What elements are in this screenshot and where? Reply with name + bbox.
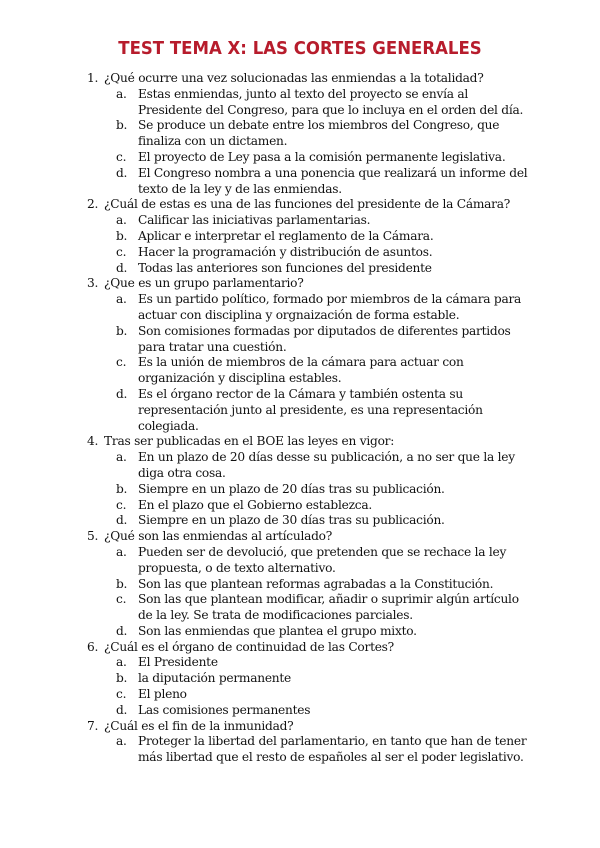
option-letter: b.	[116, 118, 128, 133]
question-number: 4.	[87, 434, 99, 449]
option-letter: b.	[116, 481, 128, 496]
answer-option	[104, 577, 528, 593]
answer-option	[104, 624, 528, 640]
question-list	[78, 71, 528, 766]
option-letter: c.	[116, 497, 127, 512]
option-text: Todas las anteriores son funciones del presidente	[138, 260, 432, 275]
option-text: Son las que plantean modificar, añadir o suprimir algún artículo de la ley. Se trata de modificaciones parciales.	[138, 592, 519, 623]
option-letter: c.	[116, 592, 127, 607]
option-letter: a.	[116, 655, 127, 670]
question-text: ¿Cuál de estas es una de las funciones del presidente de la Cámara?	[104, 197, 511, 212]
answer-option	[104, 229, 528, 245]
answer-options	[104, 545, 528, 640]
answer-option	[104, 482, 528, 498]
option-letter: c.	[116, 149, 127, 164]
question-text: ¿Qué son las enmiendas al artículado?	[104, 529, 333, 544]
answer-option	[104, 292, 528, 324]
answer-option	[104, 261, 528, 277]
option-text: Es un partido político, formado por miembros de la cámara para actuar con disciplina y orgnaización de forma estable.	[138, 292, 522, 322]
option-letter: b.	[116, 228, 128, 243]
answer-option	[104, 324, 528, 356]
option-text: Es el órgano rector de la Cámara y también ostenta su representación junto al presidente, es una representación colegiada.	[138, 386, 483, 433]
answer-options	[104, 734, 528, 766]
answer-option	[104, 245, 528, 261]
option-text: Son comisiones formadas por diputados de diferentes partidos para tratar una cuestión.	[138, 323, 511, 354]
answer-option	[104, 450, 528, 482]
answer-option	[104, 545, 528, 577]
option-text: En un plazo de 20 días desse su publicación, a no ser que la ley diga otra cosa.	[138, 450, 515, 480]
answer-option	[104, 671, 528, 687]
option-text: Son las que plantean reformas agrabadas a la Constitución.	[138, 576, 494, 591]
option-text: la diputación permanente	[138, 671, 292, 686]
option-letter: d.	[116, 260, 128, 275]
option-letter: d.	[116, 513, 128, 528]
answer-option	[104, 166, 528, 198]
question-item	[78, 197, 528, 276]
option-letter: c.	[116, 355, 127, 370]
option-text: Siempre en un plazo de 30 días tras su publicación.	[138, 513, 445, 528]
answer-option	[104, 687, 528, 703]
option-letter: c.	[116, 244, 127, 259]
option-text: Las comisiones permanentes	[138, 702, 311, 717]
question-number: 1.	[87, 71, 99, 85]
option-letter: a.	[116, 292, 127, 307]
option-letter: a.	[116, 734, 127, 749]
option-text: Es la unión de miembros de la cámara para actuar con organización y disciplina estables.	[138, 355, 464, 386]
question-text: ¿Cuál es el órgano de continuidad de las Cortes?	[104, 639, 394, 654]
answer-option	[104, 87, 528, 119]
answer-option	[104, 118, 528, 150]
option-text: En el plazo que el Gobierno establezca.	[138, 497, 372, 512]
answer-option	[104, 655, 528, 671]
answer-options	[104, 450, 528, 529]
answer-options	[104, 87, 528, 198]
question-text: ¿Qué ocurre una vez solucionadas las enmiendas a la totalidad?	[104, 71, 484, 85]
option-letter: c.	[116, 687, 127, 702]
question-item	[78, 640, 528, 719]
answer-option	[104, 150, 528, 166]
option-letter: d.	[116, 386, 128, 401]
option-text: El Congreso nombra a una ponencia que realizará un informe del texto de la ley y de las enmiendas.	[138, 165, 528, 196]
answer-option	[104, 513, 528, 529]
answer-option	[104, 387, 528, 434]
answer-options	[104, 292, 528, 434]
question-text: ¿Cuál es el fin de la inmunidad?	[104, 718, 294, 733]
option-letter: b.	[116, 671, 128, 686]
option-text: El Presidente	[138, 655, 218, 670]
option-letter: a.	[116, 213, 127, 228]
answer-option	[104, 355, 528, 387]
answer-options	[104, 213, 528, 276]
option-letter: d.	[116, 165, 128, 180]
question-text: Tras ser publicadas en el BOE las leyes en vigor:	[104, 434, 395, 449]
option-text: Estas enmiendas, junto al texto del proyecto se envía al Presidente del Congreso, para que lo incluya en el orden del día.	[138, 86, 524, 117]
question-number: 5.	[87, 529, 99, 544]
question-item	[78, 276, 528, 434]
option-letter: a.	[116, 544, 127, 559]
option-text: Calificar las iniciativas parlamentarias.	[138, 213, 371, 228]
option-text: Pueden ser de devolució, que pretenden que se rechace la ley propuesta, o de texto alternativo.	[138, 544, 507, 575]
answer-option	[104, 498, 528, 514]
question-item	[78, 529, 528, 640]
option-letter: b.	[116, 576, 128, 591]
question-item	[78, 71, 528, 197]
option-text: Aplicar e interpretar el reglamento de la Cámara.	[138, 228, 434, 243]
option-text: Siempre en un plazo de 20 días tras su publicación.	[138, 481, 445, 496]
question-number: 7.	[87, 718, 99, 733]
question-number: 6.	[87, 639, 99, 654]
answer-option	[104, 734, 528, 766]
option-letter: b.	[116, 323, 128, 338]
option-text: Hacer la programación y distribución de asuntos.	[138, 244, 433, 259]
answer-options	[104, 655, 528, 718]
answer-option	[104, 592, 528, 624]
option-letter: d.	[116, 702, 128, 717]
question-number: 3.	[87, 276, 99, 291]
option-text: Se produce un debate entre los miembros del Congreso, que finaliza con un dictamen.	[138, 118, 500, 149]
document-title: TEST TEMA X: LAS CORTES GENERALES	[118, 38, 482, 59]
option-letter: a.	[116, 86, 127, 101]
question-number: 2.	[87, 197, 99, 212]
question-item	[78, 434, 528, 529]
option-text: Son las enmiendas que plantea el grupo mixto.	[138, 623, 417, 638]
question-text: ¿Que es un grupo parlamentario?	[104, 276, 304, 291]
option-letter: d.	[116, 623, 128, 638]
answer-option	[104, 213, 528, 229]
option-text: Proteger la libertad del parlamentario, en tanto que han de tener más libertad que el resto de españoles al ser el poder legislativo.	[138, 734, 527, 765]
answer-option	[104, 703, 528, 719]
option-letter: a.	[116, 450, 127, 465]
option-text: El proyecto de Ley pasa a la comisión permanente legislativa.	[138, 149, 506, 164]
question-item	[78, 719, 528, 766]
option-text: El pleno	[138, 687, 187, 702]
